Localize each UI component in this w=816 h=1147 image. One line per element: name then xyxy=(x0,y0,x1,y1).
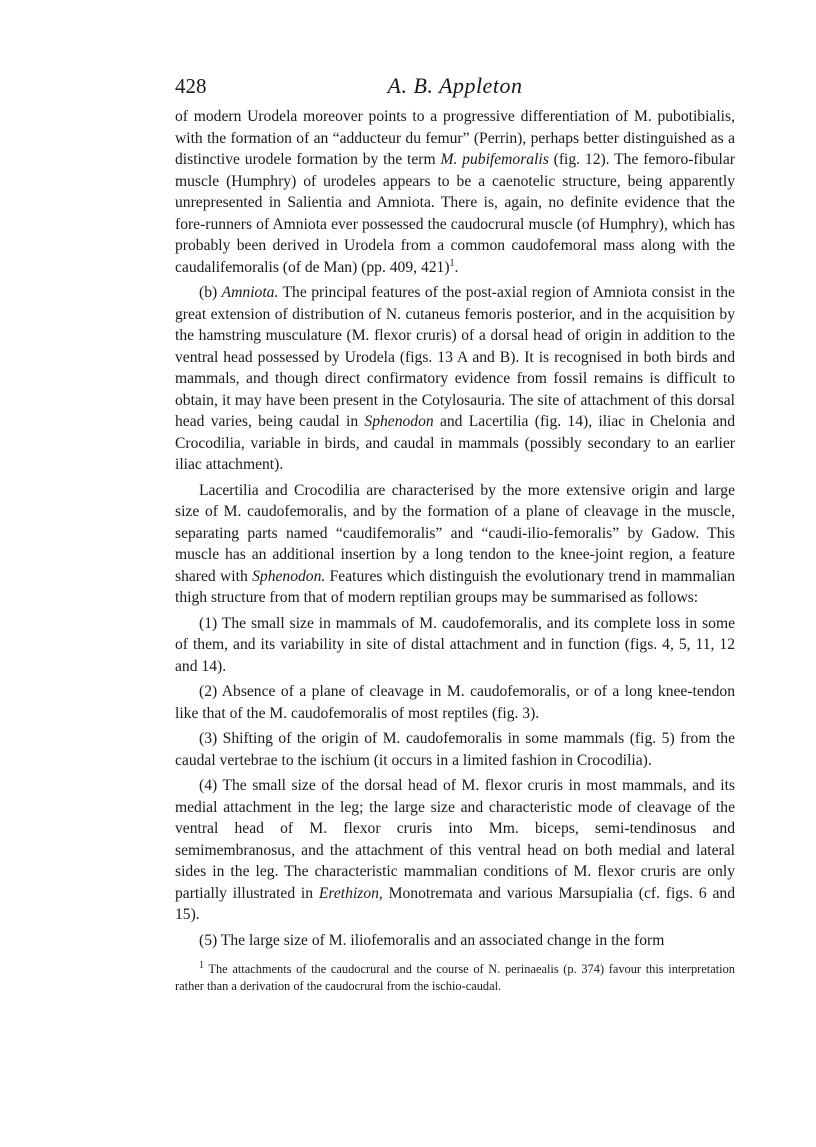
text-run: of modern Urodela moreover points to a progressive differentiation of M. pubotibialis, with the formation of an “adducteur du femur” (Perrin), perhaps better distinguished as a distinctive urodele formation by the term xyxy=(175,108,735,168)
footnote-text xyxy=(175,961,735,995)
body-text xyxy=(175,106,735,951)
italic-term: M. pubifemoralis xyxy=(440,151,549,168)
list-item: (3) Shifting of the origin of M. caudofemoralis in some mammals (fig. 5) from the caudal vertebrae to the ischium (it occurs in a limited fashion in Crocodilia). xyxy=(175,730,735,769)
page xyxy=(175,70,735,995)
paragraph-amniota xyxy=(175,282,735,476)
italic-term: Erethizon, xyxy=(318,884,383,902)
text-run: and Lacertilia (fig. 14), iliac in Chelonia and Crocodilia, variable in birds, and caudal in mammals (possibly secondary to an earlier iliac attachment). xyxy=(175,413,735,473)
text-run: Lacertilia and Crocodilia are characterised by the more extensive origin and large size of M. caudofemoralis, and by the formation of a plane of cleavage in the muscle, separating parts named “caudifemoralis” and “caudi-ilio-femoralis” by Gadow. This muscle has an additional insertion by a long tendon to the knee-joint region, a feature shared with xyxy=(175,481,735,585)
paragraph-continuation xyxy=(175,106,735,278)
italic-term: Amniota. xyxy=(221,284,279,301)
list-item: (2) Absence of a plane of cleavage in M. caudofemoralis, or of a long knee-tendon like that of the M. caudofemoralis of most reptiles (fig. 3). xyxy=(175,683,735,722)
footnote-ref: 1 xyxy=(449,257,455,269)
italic-term: Sphenodon. xyxy=(252,567,326,585)
text-run: Monotremata and various Marsupialia (cf. figs. 6 and 15). xyxy=(175,884,735,923)
text-run: (b) xyxy=(199,284,222,301)
text-run: Features which distinguish the evolutionary trend in mammalian thigh structure from that of modern reptilian groups may be summarised as follows: xyxy=(175,567,735,606)
text-run: (4) The small size of the dorsal head of M. flexor cruris in most mammals, and its medial attachment in the leg; the large size and characteristic mode of cleavage of the ventral head of M. flexor cruris into Mm. biceps, semi-tendinosus and semimembranosus, and the attachment of this ventral head on both medial and lateral sides in the leg. The characteristic mammalian conditions of M. flexor cruris are only partially illustrated in xyxy=(175,777,735,902)
paragraph-lacertilia xyxy=(175,480,735,609)
text-run: The attachments of the caudocrural and the course of N. perinaealis (p. 374) favour this interpretation rather than a derivation of the caudocrural from the ischio-caudal. xyxy=(175,962,735,993)
footnote xyxy=(175,961,735,995)
list-item: (1) The small size in mammals of M. caudofemoralis, and its complete loss in some of them, and its variability in site of distal attachment and in function (figs. 4, 5, 11, 12 and 14). xyxy=(175,614,735,675)
italic-term: Sphenodon xyxy=(364,413,434,430)
page-number: 428 xyxy=(175,74,207,98)
page-header xyxy=(175,70,735,102)
list-item: (5) The large size of M. iliofemoralis and an associated change in the form xyxy=(199,931,665,949)
running-head: A. B. Appleton xyxy=(387,73,523,98)
text-run: The principal features of the post-axial region of Amniota consist in the great extension of distribution of N. cutaneus femoris posterior, and in the acquisition by the hamstring musculature (M. flexor cruris) of a dorsal head of origin in addition to the ventral head possessed by Urodela (figs. 13 A and B). It is recognised in both birds and mammals, and though direct confirmatory evidence from fossil remains is difficult to obtain, it may have been present in the Cotylosauria. The site of attachment of this dorsal head varies, being caudal in xyxy=(175,284,735,430)
text-run: (fig. 12). The femoro-fibular muscle (Humphry) of urodeles appears to be a caenotelic structure, being apparently unrepresented in Salientia and Amniota. There is, again, no definite evidence that the fore-runners of Amniota ever possessed the caudocrural muscle (of Humphry), which has probably been derived in Urodela from a common caudofemoral mass along with the caudalifemoralis (of de Man) (pp. 409, 421) xyxy=(175,151,735,276)
list-item xyxy=(175,775,735,926)
footnote-marker: 1 xyxy=(199,959,204,971)
text-run: . xyxy=(454,258,459,276)
